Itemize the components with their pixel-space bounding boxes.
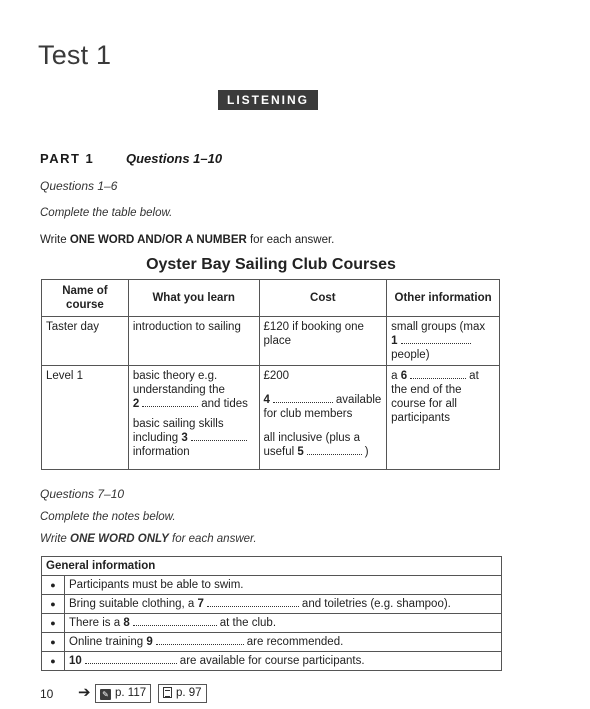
answer-blank[interactable]	[133, 616, 217, 626]
answer-blank[interactable]	[273, 393, 333, 403]
answer-key-reference[interactable]	[95, 684, 151, 703]
header-what-you-learn: What you learn	[128, 280, 259, 317]
cell-cost: £200 4 available for club members all inclusive (plus a useful 5 )	[259, 366, 387, 470]
bullet-icon: ●	[42, 652, 65, 671]
header-other-information: Other information	[387, 280, 500, 317]
transcript-reference[interactable]	[158, 684, 207, 703]
page-title: Test 1	[38, 40, 112, 70]
bullet-icon: ●	[42, 633, 65, 652]
question-number: 9	[146, 636, 153, 648]
question-number: 4	[263, 394, 270, 406]
answer-blank[interactable]	[410, 369, 466, 379]
answer-blank[interactable]	[85, 654, 177, 664]
cell-course-name: Level 1	[42, 366, 129, 470]
note-text: Participants must be able to swim.	[65, 576, 502, 595]
word-limit-instruction-1: Write ONE WORD AND/OR A NUMBER for each answer.	[40, 234, 335, 246]
table-row	[42, 366, 500, 470]
page-number: 10	[40, 687, 54, 701]
notes-header: General information	[42, 557, 502, 576]
question-number: 10	[69, 655, 82, 667]
table-row	[42, 317, 500, 366]
question-number: 7	[197, 598, 204, 610]
questions-1-6-heading: Questions 1–6	[40, 179, 118, 193]
answer-blank[interactable]	[307, 445, 362, 455]
notes-instruction: Complete the notes below.	[40, 511, 176, 523]
cell-learn: introduction to sailing	[128, 317, 259, 366]
answer-blank[interactable]	[142, 397, 198, 407]
answer-key-icon: ✎	[100, 689, 111, 700]
part-label: PART 1	[40, 151, 95, 166]
note-text: 10 are available for course participants.	[65, 652, 502, 671]
question-number: 2	[132, 398, 140, 410]
cell-other: a 6 at the end of the course for all participants	[387, 366, 500, 470]
cell-other: small groups (max 1 people)	[387, 317, 500, 366]
note-text: There is a 8 at the club.	[65, 614, 502, 633]
list-item	[42, 576, 502, 595]
cell-learn: basic theory e.g. understanding the 2 and tides basic sailing skills including 3 information	[128, 366, 259, 470]
question-number: 3	[181, 432, 188, 444]
table-title: Oyster Bay Sailing Club Courses	[146, 256, 396, 273]
header-name-of-course: Name of course	[42, 280, 129, 317]
answer-blank[interactable]	[401, 334, 471, 344]
header-cost: Cost	[259, 280, 387, 317]
transcript-page: p. 97	[176, 687, 202, 699]
section-badge: LISTENING	[218, 90, 318, 110]
cell-cost: £120 if booking one place	[259, 317, 387, 366]
table-header-row	[42, 280, 500, 317]
answer-key-page: p. 117	[115, 687, 147, 699]
notes-header-row	[42, 557, 502, 576]
bullet-icon: ●	[42, 614, 65, 633]
answer-blank[interactable]	[207, 597, 299, 607]
answer-blank[interactable]	[191, 431, 247, 441]
table-instruction: Complete the table below.	[40, 207, 173, 219]
question-number: 8	[123, 617, 130, 629]
arrow-right-icon: ➔	[78, 684, 91, 701]
list-item	[42, 652, 502, 671]
bullet-icon: ●	[42, 576, 65, 595]
questions-7-10-heading: Questions 7–10	[40, 487, 125, 501]
list-item	[42, 633, 502, 652]
list-item	[42, 595, 502, 614]
bullet-icon: ●	[42, 595, 65, 614]
question-number: 5	[297, 446, 304, 458]
note-text: Bring suitable clothing, a 7 and toiletries (e.g. shampoo).	[65, 595, 502, 614]
question-number: 1	[391, 335, 398, 347]
courses-table	[41, 279, 500, 470]
question-number: 6	[400, 370, 408, 382]
answer-blank[interactable]	[156, 635, 244, 645]
cell-course-name: Taster day	[42, 317, 129, 366]
word-limit-instruction-2: Write ONE WORD ONLY for each answer.	[40, 533, 257, 545]
note-text: Online training 9 are recommended.	[65, 633, 502, 652]
notes-table	[41, 556, 502, 671]
part-questions: Questions 1–10	[126, 151, 223, 166]
transcript-icon	[163, 687, 172, 698]
list-item	[42, 614, 502, 633]
